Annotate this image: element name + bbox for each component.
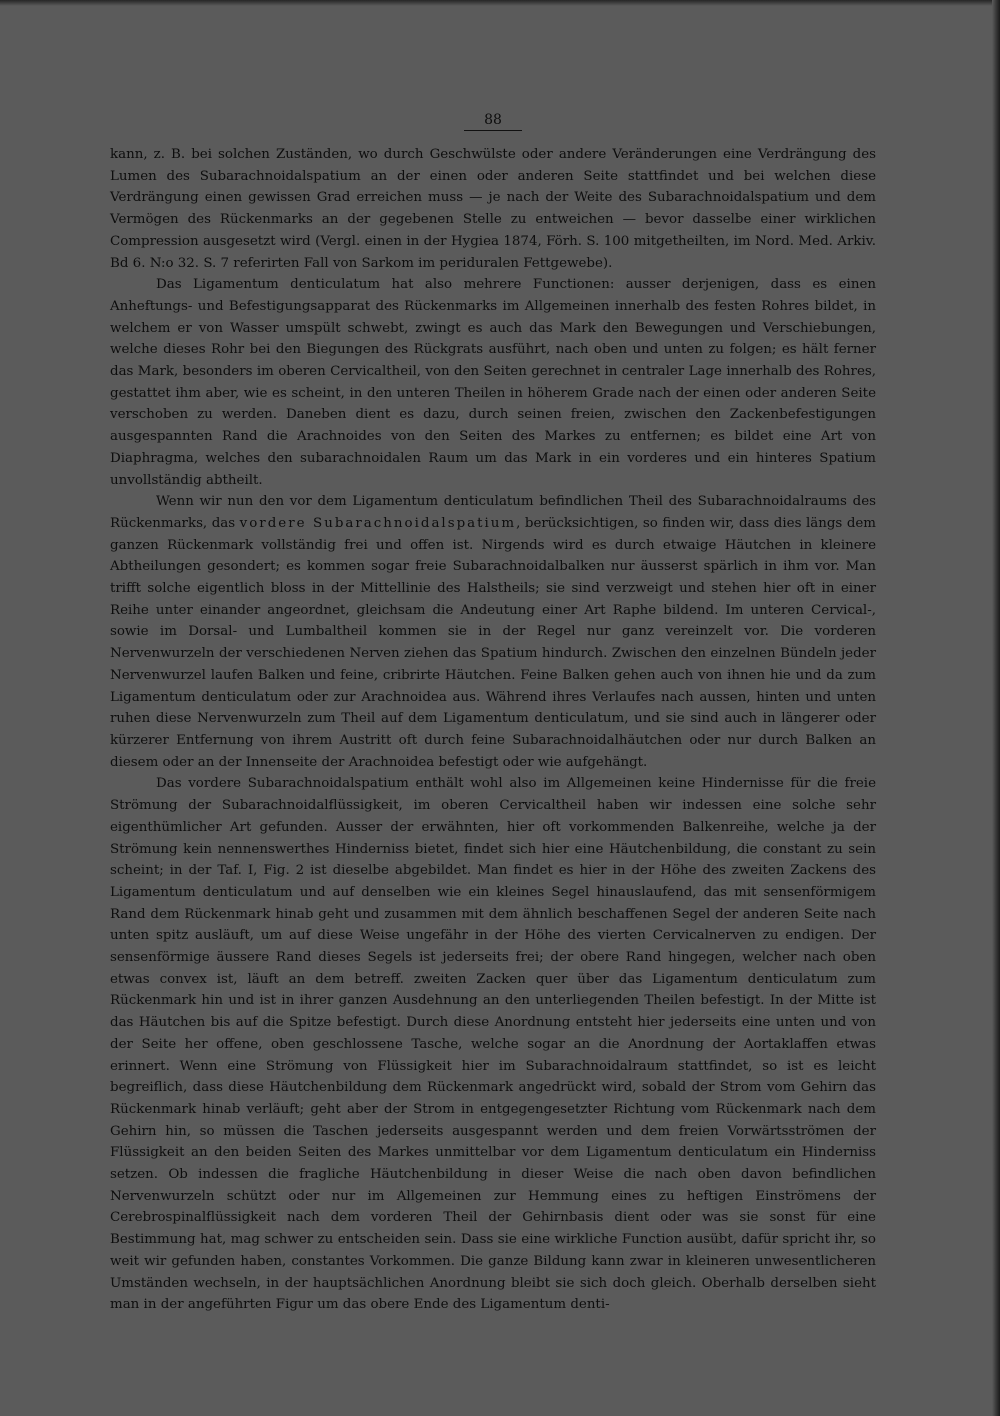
paragraph-3-part-1: Wenn wir nun den vor dem Ligamentum denticulatum befindlichen Theil des Subarachnoidalraums des Rückenmarks, das — [110, 494, 876, 531]
page-number: 88 — [464, 112, 522, 131]
paragraph-4: Das vordere Subarachnoidalspatium enthält wohl also im Allgemeinen keine Hindernisse für die freie Strömung der Subarachnoidalflüssigkeit, im oberen Cervicaltheil haben wir indessen eine solche sehr eigenthümlicher Art gefunden. Ausser der erwähnten, hier oft vorkommenden Balkenreihe, welche ja der Strömung kein nennenswerthes Hinderniss bietet, findet sich hier eine Häutchenbildung, die constant zu sein scheint; in der Taf. I, Fig. 2 ist dieselbe abgebildet. Man findet es hier in der Höhe des zweiten Zackens des Ligamentum denticulatum und auf denselben wie ein kleines Segel hinauslaufend, das mit sensenförmigem Rand dem Rückenmark hinab geht und zusammen mit dem ähnlich beschaffenen Segel der anderen Seite nach unten spitz ausläuft, um auf diese Weise ungefähr in der Höhe des vierten Cervicalnerven zu endigen. Der sensenförmige äussere Rand dieses Segels ist jederseits frei; der obere Rand hingegen, welcher nach oben etwas convex ist, läuft an dem betreff. zweiten Zacken quer über das Ligamentum denticulatum zum Rückenmark hin und ist in ihrer ganzen Ausdehnung an den unterliegenden Theilen befestigt. In der Mitte ist das Häutchen bis auf die Spitze befestigt. Durch diese Anordnung entsteht hier jederseits eine unten und von der Seite her offene, oben geschlossene Tasche, welche sogar an die Anordnung der Aortaklaffen etwas erinnert. Wenn eine Strömung von Flüssigkeit hier im Subarachnoidalraum stattfindet, so ist es leicht begreiflich, dass diese Häutchenbildung dem Rückenmark angedrückt wird, sobald der Strom vom Gehirn das Rückenmark hinab verläuft; geht aber der Strom in entgegengesetzter Richtung vom Rückenmark nach dem Gehirn hin, so müssen die Taschen jederseits ausgespannt werden und dem freien Vorwärtsströmen der Flüssigkeit an den beiden Seiten des Markes unmittelbar vor dem Ligamentum denticulatum ein Hinderniss setzen. Ob indessen die fragliche Häutchenbildung in dieser Weise die nach oben davon befindlichen Nervenwurzeln schützt oder nur im Allgemeinen zur Hemmung eines zu heftigen Einströmens der Cerebrospinalflüssigkeit nach dem vorderen Theil der Gehirnbasis dient oder was sie sonst für eine Bestimmung hat, mag schwer zu entscheiden sein. Dass sie eine wirkliche Function ausübt, dafür spricht ihr, so weit wir gefunden haben, constantes Vorkommen. Die ganze Bildung kann zwar in kleineren unwesentlicheren Umständen wechseln, in der hauptsächlichen Anordnung bleibt sie sich doch gleich. Oberhalb derselben sieht man in der angeführten Figur um das obere Ende des Ligamentum denti- — [110, 776, 876, 1313]
body-text — [110, 144, 876, 1316]
paragraph-3 — [110, 491, 876, 773]
paragraph-2: Das Ligamentum denticulatum hat also mehrere Functionen: ausser derjenigen, dass es einen Anheftungs- und Befestigungsapparat des Rückenmarks im Allgemeinen innerhalb des festen Rohres bildet, in welchem er von Wasser umspült schwebt, zwingt es auch das Mark den Bewegungen und Verschiebungen, welche dieses Rohr bei den Biegungen des Rückgrats ausführt, nach oben und unten zu folgen; es hält ferner das Mark, besonders im oberen Cervicaltheil, von den Seiten gerechnet in centraler Lage innerhalb des Rohres, gestattet ihm aber, wie es scheint, in den unteren Theilen in höherem Grade nach der einen oder anderen Seite verschoben zu werden. Daneben dient es dazu, durch seinen freien, zwischen den Zackenbefestigungen ausgespannten Rand die Arachnoides von den Seiten des Markes zu entfernen; es bildet eine Art von Diaphragma, welches den subarachnoidalen Raum um das Mark in ein vorderes und ein hinteres Spatium unvollständig abtheilt. — [110, 277, 876, 488]
paragraph-1: kann, z. B. bei solchen Zuständen, wo durch Geschwülste oder andere Veränderungen eine Verdrängung des Lumen des Subarachnoidalspatium an der einen oder anderen Seite stattfindet und bei welchen diese Verdrängung einen gewissen Grad erreichen muss — je nach der Weite des Subarachnoidalspatium und dem Vermögen des Rückenmarks an der gegebenen Stelle zu entweichen — bevor dasselbe einer wirklichen Compression ausgesetzt wird (Vergl. einen in der Hygiea 1874, Förh. S. 100 mitgetheilten, im Nord. Med. Arkiv. Bd 6. N:o 32. S. 7 referirten Fall von Sarkom im periduralen Fettgewebe). — [110, 147, 876, 271]
page-right-edge — [992, 0, 1000, 1416]
page-top-edge — [0, 0, 1000, 6]
paragraph-3-part-2: , berücksichtigen, so finden wir, dass dies längs dem ganzen Rückenmark vollständig frei und offen ist. Nirgends wird es durch etwaige Häutchen in kleinere Abtheilungen gesondert; es kommen sogar freie Subarachnoidalbalken nur äusserst spärlich in ihm vor. Man trifft solche eigentlich bloss in der Mittellinie des Halstheils; sie sind verzweigt und stehen hier oft in einer Reihe unter einander angeordnet, gleichsam die Andeutung einer Art Raphe bildend. Im unteren Cervical-, sowie im Dorsal- und Lumbaltheil kommen sie in der Regel nur ganz vereinzelt vor. Die vorderen Nervenwurzeln der verschiedenen Nerven ziehen das Spatium hindurch. Zwischen den einzelnen Bündeln jeder Nervenwurzel laufen Balken und feine, cribrirte Häutchen. Feine Balken gehen auch von ihnen hie und da zum Ligamentum denticulatum oder zur Arachnoidea aus. Während ihres Verlaufes nach aussen, hinten und unten ruhen diese Nervenwurzeln zum Theil auf dem Ligamentum denticulatum, und sie sind auch in längerer oder kürzerer Entfernung von ihrem Austritt oft durch feine Subarachnoidalhäutchen oder nur durch Balken an diesem oder an der Innenseite der Arachnoidea befestigt oder wie aufgehängt. — [110, 515, 877, 770]
paragraph-3-emphasis: vordere Subarachnoidalspatium — [239, 515, 517, 531]
